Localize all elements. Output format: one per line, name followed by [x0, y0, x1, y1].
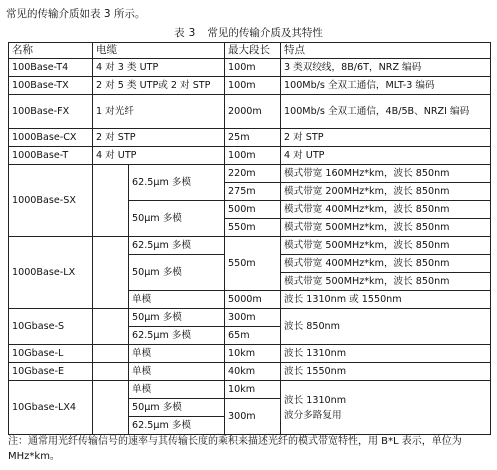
cable-cell: 50μm 多模 [129, 201, 225, 237]
caption-number: 3 [188, 27, 196, 39]
length-cell: 550m [225, 219, 281, 237]
length-cell: 25m [225, 129, 281, 147]
cable-cell: 50μm 多模 [129, 255, 225, 291]
length-cell: 500m [225, 201, 281, 219]
length-cell: 65m [225, 327, 281, 345]
length-cell: 5000m [225, 291, 281, 309]
feature-cell: 100Mb/s 全双工通信，MLT-3 编码 [281, 77, 491, 95]
intro-text: 常见的传输介质如表 3 所示。 [6, 8, 146, 20]
length-cell: 300m [225, 399, 281, 435]
header-max-length: 最大段长 [225, 43, 281, 59]
cable-cell: 1 对光纤 [93, 95, 225, 129]
name-cell: 10Gbase-L [9, 345, 93, 363]
feature-cell: 100Mb/s 全双工通信，4B/5B、NRZI 编码 [281, 95, 491, 129]
header-features: 特点 [281, 43, 491, 59]
name-cell: 100Base-TX [9, 77, 93, 95]
name-cell: 1000Base-T [9, 147, 93, 165]
length-cell: 100m [225, 77, 281, 95]
length-cell: 10km [225, 345, 281, 363]
length-cell: 100m [225, 147, 281, 165]
length-cell: 10km [225, 381, 281, 399]
spacer-cell [93, 363, 129, 381]
feature-cell: 波长 1310nm [281, 345, 491, 363]
cable-cell: 50μm 多模 [129, 309, 225, 327]
name-cell: 1000Base-LX [9, 237, 93, 309]
name-cell: 1000Base-SX [9, 165, 93, 237]
feature-cell [281, 381, 491, 435]
feature-cell: 模式带宽 500MHz*km，波长 850nm [281, 273, 491, 291]
feature-line: 波分多路复用 [284, 409, 342, 421]
feature-cell: 模式带宽 500MHz*km，波长 850nm [281, 219, 491, 237]
cable-cell: 2 对 5 类 UTP或 2 对 STP [93, 77, 225, 95]
table-row [9, 59, 491, 77]
length-cell: 40km [225, 363, 281, 381]
header-name: 名称 [9, 43, 93, 59]
feature-line: 波长 1310nm [284, 394, 347, 406]
feature-cell: 模式带宽 200MHz*km，波长 850nm [281, 183, 491, 201]
name-cell: 100Base-T4 [9, 59, 93, 77]
header-cable: 电缆 [93, 43, 225, 59]
feature-cell: 4 对 UTP [281, 147, 491, 165]
spacer-cell [93, 237, 129, 309]
cable-cell: 62.5μm 多模 [129, 417, 225, 435]
caption-title: 常见的传输介质及其特性 [207, 27, 323, 39]
name-cell: 1000Base-CX [9, 129, 93, 147]
name-cell: 100Base-FX [9, 95, 93, 129]
name-cell: 10Gbase-LX4 [9, 381, 93, 435]
feature-cell: 模式带宽 500MHz*km，波长 850nm [281, 237, 491, 255]
length-cell: 2000m [225, 95, 281, 129]
length-cell: 220m [225, 165, 281, 183]
cable-cell: 单模 [129, 291, 225, 309]
spacer-cell [93, 345, 129, 363]
table-row [9, 345, 491, 363]
media-table [8, 42, 491, 435]
feature-cell: 2 对 STP [281, 129, 491, 147]
feature-cell: 波长 1310nm 或 1550nm [281, 291, 491, 309]
cable-cell: 2 对 STP [93, 129, 225, 147]
cable-cell: 50μm 多模 [129, 399, 225, 417]
length-cell: 300m [225, 309, 281, 327]
name-cell: 10Gbase-E [9, 363, 93, 381]
spacer-cell [93, 381, 129, 435]
cable-cell: 4 对 3 类 UTP [93, 59, 225, 77]
length-cell: 275m [225, 183, 281, 201]
table-row [9, 309, 491, 327]
cable-cell: 62.5μm 多模 [129, 165, 225, 201]
table-row [9, 363, 491, 381]
caption-label: 表 [174, 27, 185, 39]
footnote: 注：通常用光纤传输信号的速率与其传输长度的乘积来描述光纤的模式带宽特性，用 B*L 表示，单位为 MHz*km。 [8, 436, 462, 462]
name-cell: 10Gbase-S [9, 309, 93, 345]
cable-cell: 单模 [129, 381, 225, 399]
feature-cell: 波长 1550nm [281, 363, 491, 381]
feature-cell: 模式带宽 400MHz*km，波长 850nm [281, 255, 491, 273]
table-row [9, 77, 491, 95]
length-cell: 550m [225, 237, 281, 291]
table-header-row [9, 43, 491, 59]
length-cell: 100m [225, 59, 281, 77]
cable-cell: 单模 [129, 345, 225, 363]
table-row [9, 381, 491, 399]
feature-cell: 3 类双绞线，8B/6T，NRZ 编码 [281, 59, 491, 77]
table-row [9, 165, 491, 183]
cable-cell: 62.5μm 多模 [129, 237, 225, 255]
table-row [9, 129, 491, 147]
table-row [9, 147, 491, 165]
spacer-cell [93, 165, 129, 237]
table-row [9, 95, 491, 129]
table-row [9, 237, 491, 255]
cable-cell: 62.5μm 多模 [129, 327, 225, 345]
spacer-cell [93, 309, 129, 345]
table-caption [0, 25, 497, 40]
feature-cell: 模式带宽 160MHz*km，波长 850nm [281, 165, 491, 183]
feature-cell: 模式带宽 400MHz*km，波长 850nm [281, 201, 491, 219]
feature-cell: 波长 850nm [281, 309, 491, 345]
cable-cell: 单模 [129, 363, 225, 381]
cable-cell: 4 对 UTP [93, 147, 225, 165]
